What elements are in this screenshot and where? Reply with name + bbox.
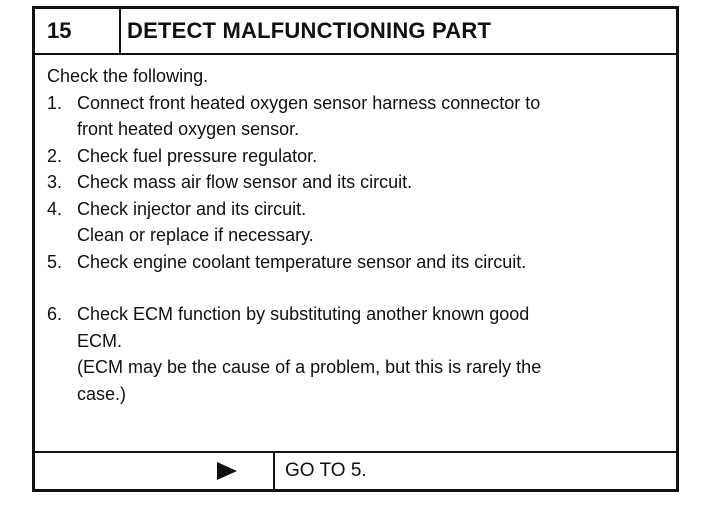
list-item-number: 1. [47, 92, 63, 113]
list-item-line: Check mass air flow sensor and its circuit. [77, 172, 413, 192]
list-item-number: 2. [47, 145, 63, 166]
list-item-1 [47, 90, 666, 143]
list-item-text [77, 143, 666, 170]
step-footer [35, 451, 676, 489]
list-item-number: 3. [47, 172, 63, 192]
step-header [35, 9, 676, 55]
procedure-step-box [32, 6, 679, 492]
list-item-2 [47, 143, 666, 170]
goto-instruction: GO TO 5. [285, 460, 367, 481]
list-item-text [77, 249, 666, 276]
list-item-line: Check injector and its circuit. [77, 198, 307, 219]
list-item-text [77, 169, 666, 196]
step-body [47, 63, 666, 407]
list-item-line: Check ECM function by substituting another known good [77, 304, 530, 324]
list-item-line: front heated oxygen sensor. [77, 119, 300, 139]
list-item-text [77, 301, 666, 407]
list-item-6 [47, 301, 666, 407]
spacer [47, 275, 666, 301]
list-item-number: 4. [47, 198, 63, 219]
arrow-cell [35, 453, 275, 489]
list-item-number: 5. [47, 251, 63, 272]
list-item-text [77, 196, 666, 249]
list-item-line: Check engine coolant temperature sensor and its circuit. [77, 251, 527, 272]
list-item-line: Connect front heated oxygen sensor harness connector to [77, 92, 541, 113]
step-title: DETECT MALFUNCTIONING PART [127, 18, 492, 43]
list-item-text [77, 90, 666, 143]
list-item-3 [47, 169, 666, 196]
list-item-line: ECM. [77, 330, 122, 351]
list-item-line: case.) [77, 383, 127, 404]
list-item-5 [47, 249, 666, 276]
step-number: 15 [35, 9, 121, 53]
intro-text: Check the following. [47, 66, 209, 86]
list-item-line: Check fuel pressure regulator. [77, 145, 318, 166]
right-triangle-icon [217, 462, 237, 480]
list-item-line: Clean or replace if necessary. [77, 225, 314, 245]
list-item-number: 6. [47, 304, 63, 324]
list-item-line: (ECM may be the cause of a problem, but this is rarely the [77, 357, 542, 377]
list-item-4 [47, 196, 666, 249]
